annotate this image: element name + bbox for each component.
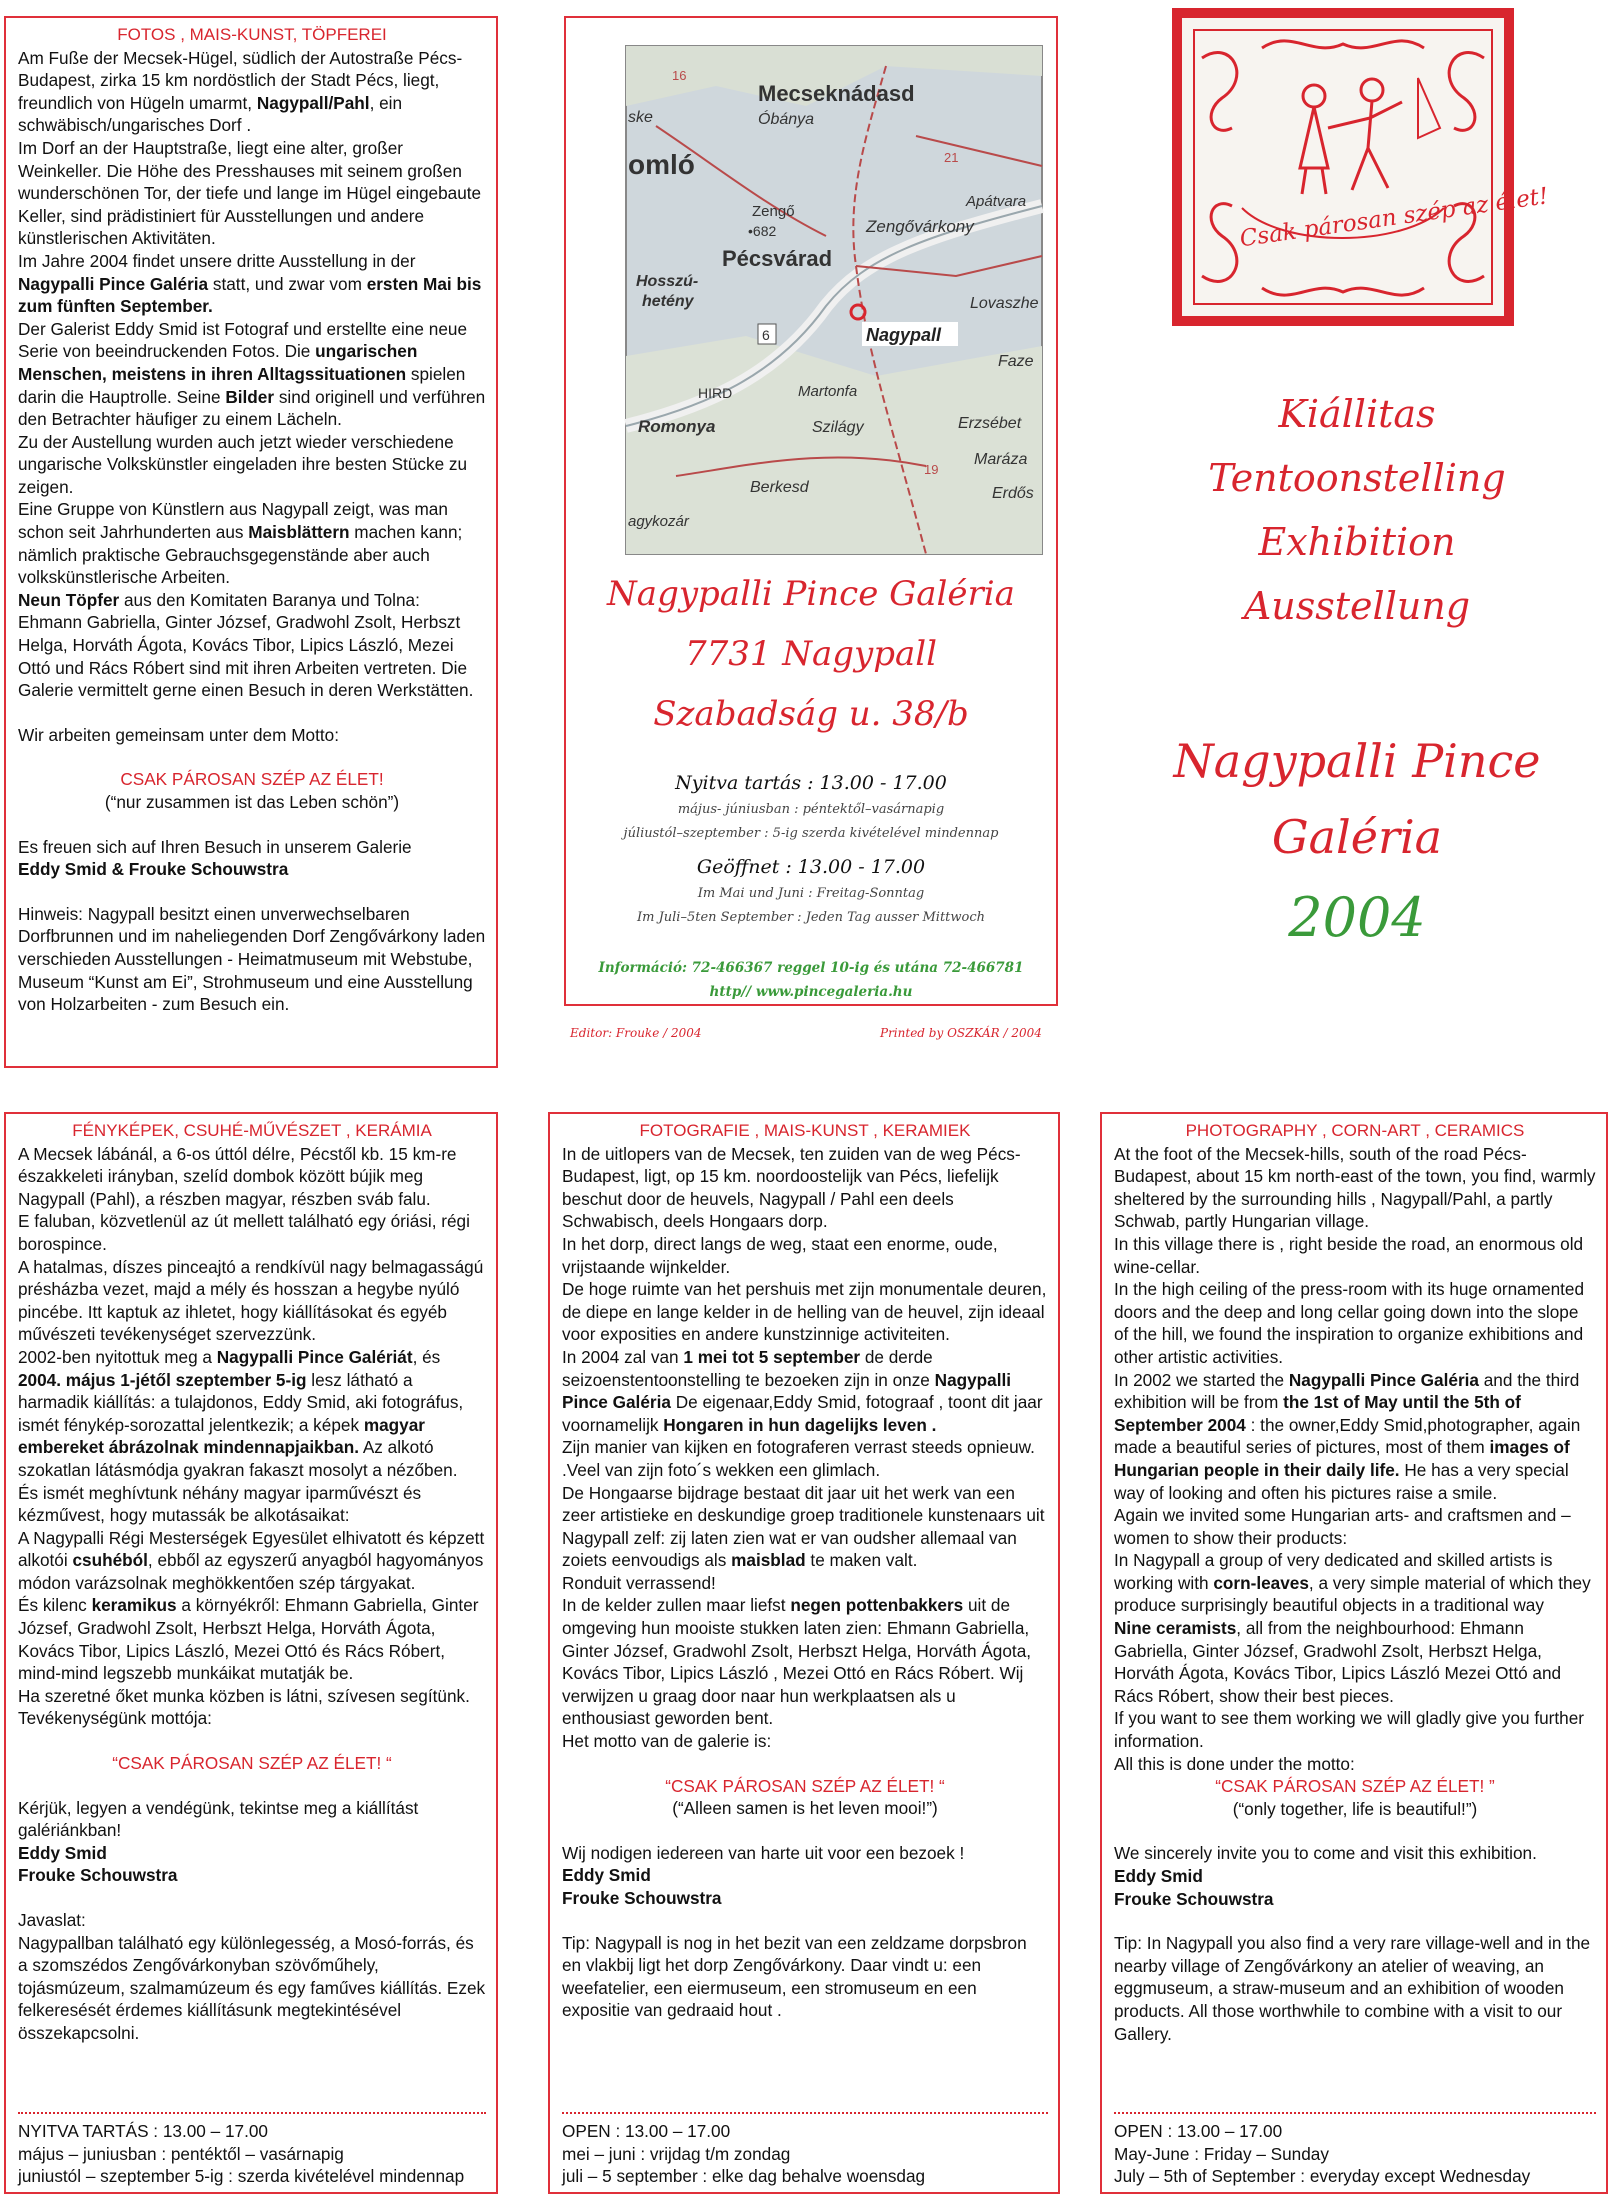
paragraph: A Nagypalli Régi Mesterségek Egyesület elhivatott és képzett alkotói csuhéból, ebből az egyszerű anyagból hagyományos módon varázsolnak meghökkentően szép tárgyakat. xyxy=(18,1527,485,1593)
motto: “CSAK PÁROSAN SZÉP AZ ÉLET! “ xyxy=(665,1775,945,1796)
paragraph: E faluban, közvetlenül az út mellett található egy óriási, régi borospince. xyxy=(18,1211,470,1254)
hu-hours-line: május- júniusban : péntektől–vasárnapig xyxy=(677,802,945,817)
dotted-divider xyxy=(18,2112,486,2114)
gallery-name: Nagypalli Pince Galéria xyxy=(607,574,1015,614)
paragraph: Der Galerist Eddy Smid ist Fotograf und erstellte eine neue Serie von beeindruckenden Fotos. Die ungarischen Menschen, meistens in ihren Alltagssituationen spielen darin die Hauptrolle. Seine Bilder sind originell und verführen den Betrachter häufiger zu einem Lächeln. xyxy=(18,318,486,430)
paragraph: Ha szeretné őket munka közben is látni, szívesen segítünk. xyxy=(18,1685,470,1706)
map-label: Romonya xyxy=(638,417,716,436)
hint: Hinweis: Nagypall besitzt einen unverwechselbaren Dorfbrunnen und im naheliegenden Dorf Zengővárkony laden verschieden Ausstellungen - Heimatmuseum mit Webstube, Museum “Kunst am Ei”, Strohmuseum und eine Ausstellung von Holzarbeiten - zum Besuch ein. xyxy=(18,903,486,1015)
panel-title: FOTOS , MAIS-KUNST, TÖPFEREI xyxy=(117,25,387,44)
de-hours-line: Im Mai und Juni : Freitag-Sonntag xyxy=(697,886,925,901)
hours-line: juniustól – szeptember 5-ig : szerda kivételével mindennap xyxy=(18,2166,465,2187)
map-label: Mecseknádasd xyxy=(758,81,915,106)
info-phone: Információ: 72-466367 reggel 10-ig és utána 72-466781 xyxy=(598,960,1024,976)
map-label: Faze xyxy=(998,353,1034,370)
paragraph: In the high ceiling of the press-room with its huge ornamented doors and the deep and long cellar going down into the slope of the hill, we found the inspiration to organize exhibitions and other artistic activities. xyxy=(1114,1279,1585,1367)
map-label: hetény xyxy=(642,293,694,310)
map-label: Apátvara xyxy=(966,193,1027,210)
map-label: ske xyxy=(628,109,653,126)
paragraph: All this is done under the motto: xyxy=(1114,1753,1355,1774)
dotted-divider xyxy=(562,2112,1048,2114)
website-link[interactable]: http// www.pincegaleria.hu xyxy=(709,984,913,1000)
hu-hours-line: júliustól–szeptember : 5-ig szerda kivételével mindennap xyxy=(623,826,999,841)
paragraph: In de kelder zullen maar liefst negen pottenbakkers uit de omgeving hun mooiste stukken laten zien: Ehmann Gabriella, Ginter József, Gradwohl Zsolt, Herbszt Helga, Horváth Ágota, Kovács Tibor, Lipics László , Mezei Ottó en Rács Róbert. Wij verwijzen u graag door naar hun werkplaatsen als u enthousiast geworden bent. xyxy=(562,1595,1032,1729)
paragraph: De Hongaarse bijdrage bestaat dit jaar uit het werk van een zeer artistieke en deskundige groep traditionele kunstenaars uit Nagypall zelf: zij laten zien wat er van oudsher allemaal van zoiets eenvoudigs als maisblad te maken valt. xyxy=(562,1482,1045,1571)
paragraph: És ismét meghívtunk néhány magyar iparművészt és kézművest, hogy mutassák be alkotásaikat: xyxy=(18,1482,422,1526)
map-label: Erdős xyxy=(992,485,1034,502)
map-label: 19 xyxy=(924,462,939,477)
paragraph: A Mecsek lábánál, a 6-os úttól délre, Pécstől kb. 15 km-re északkeleti irányban, szelíd dombok között bújik meg Nagypall (Pahl), a részben magyar, részben sváb falu. xyxy=(18,1143,457,1209)
gallery-title: Galéria xyxy=(1271,810,1443,864)
paragraph: Am Fuße der Mecsek-Hügel, südlich der Autostraße Pécs-Budapest, zirka 15 km nordöstlich der Stadt Pécs, liegt, freundlich von Hügeln umarmt, Nagypall/Pahl, ein schwäbisch/ungarisches Dorf . xyxy=(18,47,463,136)
map-label: Szilágy xyxy=(812,419,864,436)
map-label: Martonfa xyxy=(798,383,858,400)
tip-heading: Javaslat: xyxy=(18,1910,86,1930)
location-map xyxy=(626,46,1042,554)
dotted-divider xyxy=(1114,2112,1596,2114)
map-label: Maráza xyxy=(974,451,1028,468)
paragraph: Tevékenységünk mottója: xyxy=(18,1708,212,1729)
map-label: HIRD xyxy=(698,385,733,401)
panel-hungarian xyxy=(4,1112,498,2194)
map-label: Pécsvárad xyxy=(722,246,833,271)
map-label: 6 xyxy=(762,327,770,343)
opening-hours xyxy=(18,2112,486,2188)
signature: Frouke Schouwstra xyxy=(1114,1888,1274,1909)
motto: CSAK PÁROSAN SZÉP AZ ÉLET! xyxy=(120,769,384,790)
motto-intro: Wir arbeiten gemeinsam unter dem Motto: xyxy=(18,724,339,745)
embroidery-text: Csak párosan szép az élet! xyxy=(1238,183,1550,253)
paragraph: Neun Töpfer aus den Komitaten Baranya und Tolna: Ehmann Gabriella, Ginter József, Gradwohl Zsolt, Herbszt Helga, Horváth Ágota, Kovács Tibor, Lipics László, Mezei Ottó und Rács Róbert sind mit ihren Arbeiten vertreten. Die Galerie vermittelt gerne einen Besuch in deren Werkstätten. xyxy=(18,589,474,701)
gallery-address: 7731 Nagypall xyxy=(684,634,938,674)
panel-title: FOTOGRAFIE , MAIS-KUNST , KERAMIEK xyxy=(639,1121,971,1140)
paragraph: Im Dorf an der Hauptstraße, liegt eine alter, großer Weinkeller. Die Höhe des Presshauses mit seinem großen wunderschönen Tor, der tiefe und lange im Hügel eingebaute Keller, sind prädistiniert für Ausstellungen und andere künstlerischen Aktivitäten. xyxy=(18,137,482,249)
paragraph: Nine ceramists, all from the neighbourhood: Ehmann Gabriella, Ginter József, Gradwohl Zsolt, Herbszt Helga, Horváth Ágota, Kovács Tibor, Lipics László Mezei Ottó and Rács Róbert, show their best pieces. xyxy=(1114,1618,1562,1706)
paragraph: In this village there is , right beside the road, an enormous old wine-cellar. xyxy=(1114,1233,1584,1277)
printer-credit: Printed by OSZKÁR / 2004 xyxy=(880,1026,1042,1040)
hu-hours: Nyitva tartás : 13.00 - 17.00 xyxy=(675,772,947,794)
paragraph: Again we invited some Hungarian arts- and craftsmen and – women to show their products: xyxy=(1114,1505,1571,1548)
map-label: omló xyxy=(628,149,695,180)
paragraph: Eine Gruppe von Künstlern aus Nagypall zeigt, was man schon seit Jahrhunderten aus Maisblättern machen kann; nämlich praktische Gebrauchsgegenstände aber auch volkskünstlerische Arbeiten. xyxy=(18,499,463,588)
paragraph: De hoge ruimte van het pershuis met zijn monumentale deuren, de diepe en lange kelder in de helling van de heuvel, zijn ideaal voor exposities en andere kunstzinnige activiteiten. xyxy=(562,1279,1047,1345)
paragraph: In 2002 we started the Nagypalli Pince Galéria and the third exhibition will be from the 1st of May until the 5th of September 2004 : the owner,Eddy Smid,photographer, again made a beautiful series of pictures, most of them images of Hungarian people in their daily life. He has a very special way of looking and often his pictures raise a smile. xyxy=(1114,1369,1581,1503)
de-hours-line: Im Juli–5ten September : Jeden Tag ausser Mittwoch xyxy=(636,910,986,925)
map-label: •682 xyxy=(748,223,777,239)
panel-dutch xyxy=(548,1112,1060,2194)
paragraph: A hatalmas, díszes pinceajtó a rendkívül nagy belmagasságú présházba vezet, majd a mély és hosszan a hegybe nyúló pincébe. Itt kaptuk az ihletet, hogy kiállításokat és egyéb művészeti tevékenységet szervezzünk. xyxy=(18,1256,484,1345)
paragraph: In de uitlopers van de Mecsek, ten zuiden van de weg Pécs-Budapest, ligt, op 15 km. noordoostelijk van Pécs, liefelijk beschut door de heuvels, Nagypall / Pahl een deels Schwabisch, deels Hongaars dorp. xyxy=(562,1143,1021,1232)
paragraph: 2002-ben nyitottuk meg a Nagypalli Pince Galériát, és 2004. május 1-jétől szeptember 5-ig lesz látható a harmadik kiállítás: a tulajdonos, Eddy Smid, aki fotográfus, ismét fénykép-sorozattal jelentkezik; a képek magyar embereket ábrázolnak mindennapjaikban. Az alkotó szokatlan látásmódja gyakran fakaszt mosolyt a nézőben. xyxy=(18,1346,464,1480)
paragraph: In 2004 zal van 1 mei tot 5 september de derde seizoenstentoonstelling te bezoeken zijn in onze Nagypalli Pince Galéria De eigenaar,Eddy Smid, fotograaf , toont dit jaar voornamelijk Hongaren in hun dagelijks leven . xyxy=(562,1346,1043,1435)
title-nl: Tentoonstelling xyxy=(1208,456,1506,500)
signature: Eddy Smid xyxy=(18,1842,107,1863)
de-hours: Geöffnet : 13.00 - 17.00 xyxy=(696,856,926,878)
panel-title: PHOTOGRAPHY , CORN-ART , CERAMICS xyxy=(1185,1121,1525,1140)
map-label: Lovaszhe xyxy=(970,295,1039,312)
title-en: Exhibition xyxy=(1258,520,1456,564)
hours-line: July – 5th of September : everyday except Wednesday xyxy=(1114,2166,1531,2187)
opening-hours xyxy=(1114,2112,1596,2188)
hours-line: OPEN : 13.00 – 17.00 xyxy=(1114,2121,1283,2142)
year: 2004 xyxy=(1288,886,1426,949)
paragraph: Im Jahre 2004 findet unsere dritte Ausstellung in der Nagypalli Pince Galéria statt, und zwar vom ersten Mai bis zum fünften September. xyxy=(18,250,482,317)
paragraph: Zu der Austellung wurden auch jetzt wieder verschiedene ungarische Volkskünstler eingeladen ihre besten Stücke zu zeigen. xyxy=(18,431,468,497)
embroidery-image xyxy=(1172,8,1550,326)
tip: Nagypallban található egy különlegesség, a Mosó-forrás, és a szomszédos Zengővárkonyban szövőműhely, tojásmúzeum, szalmamúzeum és egy faműves kiállítás. Ezek felkeresését érdemes kiállításunk megtekintésével összekapcsolni. xyxy=(18,1932,486,2043)
map-label: Óbánya xyxy=(758,111,815,128)
invitation: We sincerely invite you to come and visit this exhibition. xyxy=(1114,1843,1537,1864)
map-label: Erzsébet xyxy=(958,415,1022,432)
motto: “CSAK PÁROSAN SZÉP AZ ÉLET! “ xyxy=(112,1753,392,1774)
motto-translation: (“only together, life is beautiful!”) xyxy=(1232,1798,1478,1819)
map-label: Hosszú- xyxy=(636,273,699,290)
gallery-street: Szabadság u. 38/b xyxy=(653,694,969,734)
signature: Frouke Schouwstra xyxy=(562,1888,722,1908)
map-label-nagypall: Nagypall xyxy=(866,325,942,345)
hours-line: május – juniusban : pentéktől – vasárnapig xyxy=(18,2143,344,2164)
invitation: Wij nodigen iedereen van harte uit voor een bezoek ! xyxy=(562,1842,965,1863)
hours-line: mei – juni : vrijdag t/m zondag xyxy=(562,2143,791,2164)
paragraph: Ronduit verrassend! xyxy=(562,1572,716,1593)
hours-line: juli – 5 september : elke dag behalve woensdag xyxy=(562,2166,926,2187)
paragraph: If you want to see them working we will gladly give you further information. xyxy=(1114,1708,1585,1752)
invitation: Kérjük, legyen a vendégünk, tekintse meg a kiállítást galériánkban! xyxy=(18,1797,419,1841)
gallery-title: Nagypalli Pince xyxy=(1173,734,1541,788)
panel-title: FÉNYKÉPEK, CSUHÉ-MŰVÉSZET , KERÁMIA xyxy=(72,1121,432,1140)
map-label: 21 xyxy=(944,150,959,165)
map-label: agykozár xyxy=(628,513,689,530)
signature: Frouke Schouwstra xyxy=(18,1865,178,1886)
hours-line: NYITVA TARTÁS : 13.00 – 17.00 xyxy=(18,2121,268,2142)
motto-translation: (“Alleen samen is het leven mooi!”) xyxy=(672,1798,938,1819)
map-label: Berkesd xyxy=(750,479,809,496)
signature: Eddy Smid & Frouke Schouwstra xyxy=(18,859,289,880)
paragraph: At the foot of the Mecsek-hills, south of the road Pécs-Budapest, about 15 km north-east of the town, you find, warmly sheltered by the surrounding hills , Nagypall/Pahl, a partly Schwab, partly Hungarian village. xyxy=(1114,1143,1596,1232)
paragraph: Het motto van de galerie is: xyxy=(562,1731,772,1752)
map-label: 16 xyxy=(672,68,687,83)
panel-german xyxy=(4,16,498,1068)
panel-address xyxy=(564,16,1058,1006)
motto: “CSAK PÁROSAN SZÉP AZ ÉLET! ” xyxy=(1215,1776,1495,1797)
panel-english xyxy=(1100,1112,1608,2194)
title-hu: Kiállitas xyxy=(1278,392,1436,436)
paragraph: És kilenc keramikus a környékről: Ehmann Gabriella, Ginter József, Gradwohl Zsolt, Herbszt Helga, Horváth Ágota, Kovács Tibor, Lipics László, Mezei Ottó és Rács Róbert, mind-mind legszebb munkáikat mutatják be. xyxy=(18,1595,479,1684)
invitation: Es freuen sich auf Ihren Besuch in unserem Galerie xyxy=(18,836,412,857)
motto-translation: (“nur zusammen ist das Leben schön”) xyxy=(104,792,400,812)
paragraph: In het dorp, direct langs de weg, staat een enorme, oude, vrijstaande wijnkelder. xyxy=(562,1233,998,1277)
editor-credit: Editor: Frouke / 2004 xyxy=(570,1026,702,1040)
signature: Eddy Smid xyxy=(1114,1866,1203,1886)
hours-line: OPEN : 13.00 – 17.00 xyxy=(562,2121,731,2142)
paragraph: Zijn manier van kijken en fotograferen verrast steeds opnieuw. .Veel van zijn foto´s wekken een glimlach. xyxy=(562,1437,1035,1480)
paragraph: In Nagypall a group of very dedicated and skilled artists is working with corn-leaves, a very simple material of which they produce surprisingly beautiful objects in a traditional way xyxy=(1114,1550,1591,1616)
tip: Tip: Nagypall is nog in het bezit van een zeldzame dorpsbron en vlakbij ligt het dorp Zengővárkony. Daar vindt u: een weefatelier, een eiermuseum, een stromuseum en een expositie van gedraaid hout . xyxy=(562,1932,1027,2021)
map-label: Zengővárkony xyxy=(866,217,974,236)
signature: Eddy Smid xyxy=(562,1865,651,1886)
title-de: Ausstellung xyxy=(1243,584,1471,628)
opening-hours xyxy=(562,2112,1048,2188)
tip: Tip: In Nagypall you also find a very rare village-well and in the nearby village of Zengővárkony an atelier of weaving, an eggmuseum, a straw-museum and an exhibition of wooden products. All those worthwhile to combine with a visit to our Gallery. xyxy=(1114,1933,1591,2044)
hours-line: May-June : Friday – Sunday xyxy=(1114,2143,1329,2164)
map-label: Zengő xyxy=(752,203,795,220)
